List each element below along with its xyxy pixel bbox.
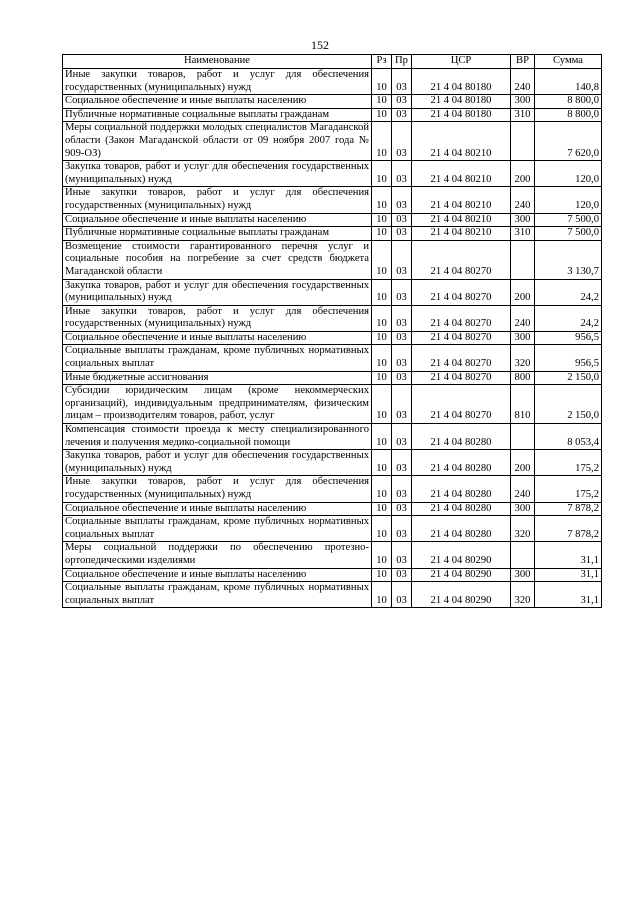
header-name: Наименование <box>63 55 372 69</box>
table-row <box>63 187 602 213</box>
cell-sum: 7 500,0 <box>535 227 602 241</box>
cell-vr: 810 <box>511 385 535 424</box>
header-csr: ЦСР <box>412 55 511 69</box>
cell-name: Социальное обеспечение и иные выплаты населению <box>63 331 372 345</box>
cell-csr: 21 4 04 80270 <box>412 331 511 345</box>
cell-vr: 200 <box>511 161 535 187</box>
table-row <box>63 476 602 502</box>
cell-name: Закупка товаров, работ и услуг для обеспечения государственных (муниципальных) нужд <box>63 450 372 476</box>
cell-name: Иные закупки товаров, работ и услуг для обеспечения государственных (муниципальных) нужд <box>63 69 372 95</box>
cell-sum: 7 620,0 <box>535 122 602 161</box>
cell-sum: 2 150,0 <box>535 385 602 424</box>
cell-rz: 10 <box>372 450 392 476</box>
cell-pr: 03 <box>392 450 412 476</box>
cell-csr: 21 4 04 80210 <box>412 227 511 241</box>
table-row <box>63 240 602 279</box>
cell-name: Иные закупки товаров, работ и услуг для обеспечения государственных (муниципальных) нужд <box>63 476 372 502</box>
cell-sum: 31,1 <box>535 582 602 608</box>
table-row <box>63 305 602 331</box>
table-body <box>63 69 602 608</box>
cell-pr: 03 <box>392 568 412 582</box>
cell-pr: 03 <box>392 122 412 161</box>
cell-csr: 21 4 04 80180 <box>412 108 511 122</box>
cell-rz: 10 <box>372 371 392 385</box>
cell-pr: 03 <box>392 240 412 279</box>
cell-pr: 03 <box>392 345 412 371</box>
cell-rz: 10 <box>372 331 392 345</box>
cell-rz: 10 <box>372 69 392 95</box>
table-row <box>63 371 602 385</box>
table-header-row <box>63 55 602 69</box>
table-row <box>63 95 602 109</box>
cell-csr: 21 4 04 80270 <box>412 305 511 331</box>
cell-name: Социальные выплаты гражданам, кроме публичных нормативных социальных выплат <box>63 516 372 542</box>
table-row <box>63 69 602 95</box>
cell-pr: 03 <box>392 279 412 305</box>
cell-sum: 120,0 <box>535 187 602 213</box>
cell-name: Меры социальной поддержки по обеспечению протезно-ортопедическими изделиями <box>63 542 372 568</box>
cell-vr: 320 <box>511 516 535 542</box>
cell-name: Компенсация стоимости проезда к месту специализированного лечения и получения медико-социальной помощи <box>63 424 372 450</box>
cell-csr: 21 4 04 80290 <box>412 542 511 568</box>
cell-rz: 10 <box>372 542 392 568</box>
cell-sum: 8 800,0 <box>535 108 602 122</box>
cell-name: Закупка товаров, работ и услуг для обеспечения государственных (муниципальных) нужд <box>63 161 372 187</box>
cell-csr: 21 4 04 80280 <box>412 502 511 516</box>
cell-pr: 03 <box>392 227 412 241</box>
cell-vr: 200 <box>511 450 535 476</box>
cell-pr: 03 <box>392 108 412 122</box>
cell-csr: 21 4 04 80270 <box>412 345 511 371</box>
cell-csr: 21 4 04 80270 <box>412 279 511 305</box>
cell-csr: 21 4 04 80210 <box>412 161 511 187</box>
cell-rz: 10 <box>372 161 392 187</box>
cell-name: Социальное обеспечение и иные выплаты населению <box>63 213 372 227</box>
cell-rz: 10 <box>372 213 392 227</box>
cell-rz: 10 <box>372 582 392 608</box>
cell-csr: 21 4 04 80210 <box>412 122 511 161</box>
cell-pr: 03 <box>392 516 412 542</box>
cell-name: Иные бюджетные ассигнования <box>63 371 372 385</box>
cell-vr: 300 <box>511 331 535 345</box>
cell-vr: 300 <box>511 568 535 582</box>
cell-vr: 200 <box>511 279 535 305</box>
cell-pr: 03 <box>392 95 412 109</box>
cell-csr: 21 4 04 80290 <box>412 568 511 582</box>
table-row <box>63 227 602 241</box>
cell-sum: 24,2 <box>535 305 602 331</box>
cell-name: Субсидии юридическим лицам (кроме некоммерческих организаций), индивидуальным предпринимателям, физическим лицам – производителям товаров, работ, услуг <box>63 385 372 424</box>
cell-csr: 21 4 04 80180 <box>412 95 511 109</box>
cell-name: Социальные выплаты гражданам, кроме публичных нормативных социальных выплат <box>63 345 372 371</box>
cell-csr: 21 4 04 80280 <box>412 450 511 476</box>
budget-table <box>62 54 602 608</box>
cell-rz: 10 <box>372 424 392 450</box>
cell-rz: 10 <box>372 108 392 122</box>
table-row <box>63 385 602 424</box>
cell-pr: 03 <box>392 331 412 345</box>
cell-vr: 300 <box>511 213 535 227</box>
cell-pr: 03 <box>392 213 412 227</box>
cell-rz: 10 <box>372 240 392 279</box>
cell-csr: 21 4 04 80270 <box>412 240 511 279</box>
cell-rz: 10 <box>372 516 392 542</box>
cell-csr: 21 4 04 80280 <box>412 516 511 542</box>
cell-pr: 03 <box>392 476 412 502</box>
cell-pr: 03 <box>392 424 412 450</box>
cell-sum: 175,2 <box>535 476 602 502</box>
cell-csr: 21 4 04 80180 <box>412 69 511 95</box>
cell-sum: 8 053,4 <box>535 424 602 450</box>
cell-rz: 10 <box>372 122 392 161</box>
cell-rz: 10 <box>372 476 392 502</box>
cell-sum: 140,8 <box>535 69 602 95</box>
table-row <box>63 279 602 305</box>
cell-name: Социальные выплаты гражданам, кроме публичных нормативных социальных выплат <box>63 582 372 608</box>
cell-pr: 03 <box>392 69 412 95</box>
table-row <box>63 568 602 582</box>
header-vr: ВР <box>511 55 535 69</box>
table-row <box>63 108 602 122</box>
cell-vr: 300 <box>511 502 535 516</box>
cell-pr: 03 <box>392 161 412 187</box>
cell-rz: 10 <box>372 568 392 582</box>
cell-pr: 03 <box>392 502 412 516</box>
cell-name: Публичные нормативные социальные выплаты гражданам <box>63 227 372 241</box>
cell-pr: 03 <box>392 305 412 331</box>
cell-sum: 7 500,0 <box>535 213 602 227</box>
table-row <box>63 424 602 450</box>
cell-rz: 10 <box>372 305 392 331</box>
cell-sum: 120,0 <box>535 161 602 187</box>
table-row <box>63 331 602 345</box>
cell-name: Закупка товаров, работ и услуг для обеспечения государственных (муниципальных) нужд <box>63 279 372 305</box>
cell-csr: 21 4 04 80270 <box>412 371 511 385</box>
cell-csr: 21 4 04 80280 <box>412 424 511 450</box>
cell-vr: 310 <box>511 227 535 241</box>
cell-csr: 21 4 04 80290 <box>412 582 511 608</box>
cell-sum: 8 800,0 <box>535 95 602 109</box>
header-rz: Рз <box>372 55 392 69</box>
cell-vr <box>511 424 535 450</box>
table-row <box>63 213 602 227</box>
cell-name: Социальное обеспечение и иные выплаты населению <box>63 568 372 582</box>
cell-csr: 21 4 04 80270 <box>412 385 511 424</box>
cell-rz: 10 <box>372 345 392 371</box>
cell-rz: 10 <box>372 187 392 213</box>
cell-name: Социальное обеспечение и иные выплаты населению <box>63 95 372 109</box>
cell-vr: 240 <box>511 69 535 95</box>
cell-vr: 320 <box>511 582 535 608</box>
cell-name: Публичные нормативные социальные выплаты гражданам <box>63 108 372 122</box>
table-row <box>63 582 602 608</box>
page-number: 152 <box>311 38 329 52</box>
cell-vr: 240 <box>511 305 535 331</box>
cell-name: Возмещение стоимости гарантированного перечня услуг и социальные пособия на погребение за счет средств бюджета Магаданской области <box>63 240 372 279</box>
table-row <box>63 542 602 568</box>
cell-pr: 03 <box>392 542 412 568</box>
cell-sum: 175,2 <box>535 450 602 476</box>
cell-pr: 03 <box>392 371 412 385</box>
cell-vr: 300 <box>511 95 535 109</box>
cell-rz: 10 <box>372 279 392 305</box>
cell-name: Социальное обеспечение и иные выплаты населению <box>63 502 372 516</box>
cell-name: Иные закупки товаров, работ и услуг для обеспечения государственных (муниципальных) нужд <box>63 305 372 331</box>
table-row <box>63 502 602 516</box>
cell-rz: 10 <box>372 95 392 109</box>
cell-vr: 320 <box>511 345 535 371</box>
cell-rz: 10 <box>372 502 392 516</box>
table-row <box>63 516 602 542</box>
cell-sum: 956,5 <box>535 345 602 371</box>
cell-pr: 03 <box>392 385 412 424</box>
cell-vr <box>511 542 535 568</box>
table-row <box>63 450 602 476</box>
cell-sum: 7 878,2 <box>535 502 602 516</box>
cell-vr <box>511 122 535 161</box>
cell-sum: 956,5 <box>535 331 602 345</box>
cell-sum: 24,2 <box>535 279 602 305</box>
table-row <box>63 345 602 371</box>
cell-sum: 3 130,7 <box>535 240 602 279</box>
header-sum: Сумма <box>535 55 602 69</box>
cell-vr: 800 <box>511 371 535 385</box>
cell-name: Иные закупки товаров, работ и услуг для обеспечения государственных (муниципальных) нужд <box>63 187 372 213</box>
cell-vr: 310 <box>511 108 535 122</box>
cell-pr: 03 <box>392 187 412 213</box>
cell-vr: 240 <box>511 187 535 213</box>
header-pr: Пр <box>392 55 412 69</box>
table-row <box>63 122 602 161</box>
cell-sum: 31,1 <box>535 568 602 582</box>
cell-csr: 21 4 04 80210 <box>412 213 511 227</box>
cell-csr: 21 4 04 80210 <box>412 187 511 213</box>
cell-pr: 03 <box>392 582 412 608</box>
table-row <box>63 161 602 187</box>
cell-rz: 10 <box>372 385 392 424</box>
cell-sum: 7 878,2 <box>535 516 602 542</box>
cell-vr <box>511 240 535 279</box>
cell-name: Меры социальной поддержки молодых специалистов Магаданской области (Закон Магаданской области от 09 ноября 2007 года № 909-ОЗ) <box>63 122 372 161</box>
cell-csr: 21 4 04 80280 <box>412 476 511 502</box>
cell-vr: 240 <box>511 476 535 502</box>
cell-sum: 31,1 <box>535 542 602 568</box>
cell-rz: 10 <box>372 227 392 241</box>
cell-sum: 2 150,0 <box>535 371 602 385</box>
